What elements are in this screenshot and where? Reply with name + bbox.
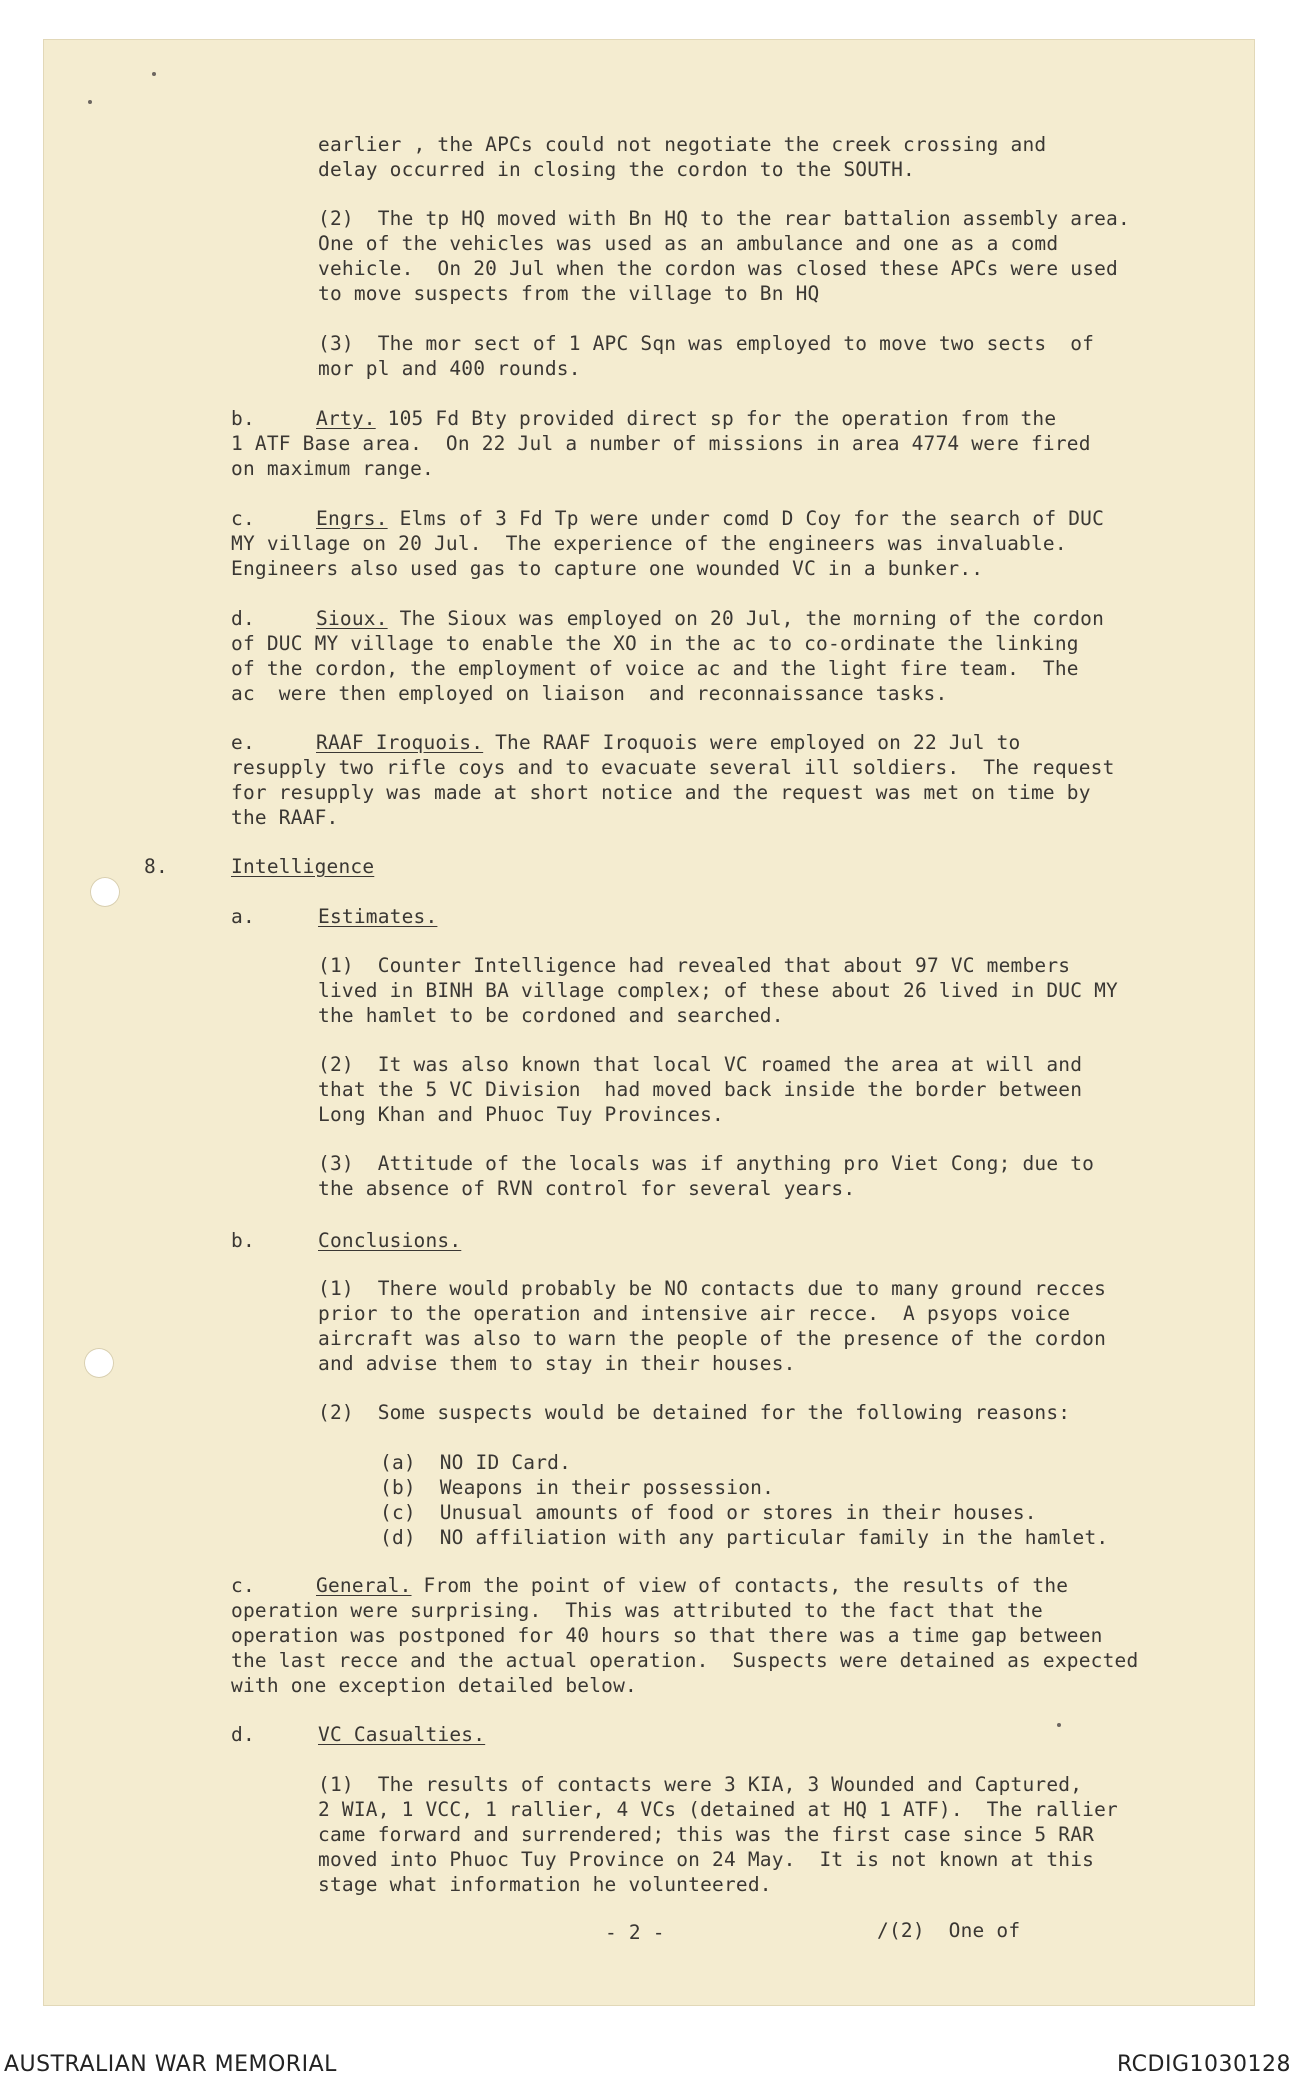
heading-general: General. [316,1574,412,1597]
paper-mark [1057,1723,1061,1727]
heading-vc-casualties: VC Casualties. [318,1723,486,1746]
section-number: 8. [144,855,168,878]
item-label-b2: b. [231,1229,255,1252]
paragraph-apc-3: (3) The mor sect of 1 APC Sqn was employed to move two sects of mor pl and 400 rounds. [318,332,1095,380]
item-label-c: c. [231,507,255,530]
heading-arty: Arty. [316,407,376,430]
punch-hole [90,877,120,907]
item-label-b: b. [231,407,255,430]
paragraph-casualties-1: (1) The results of contacts were 3 KIA, 3 Wounded and Captured, 2 WIA, 1 VCC, 1 rallier, 4 VCs (detained at HQ 1 ATF). The rallier came forward and surrendered; this was the first case since 5 RAR moved into Phuoc Tuy Province on 24 May. It is not known at this stage what information he volunteered. [318,1773,1118,1896]
heading-estimates: Estimates. [318,905,438,928]
heading-sioux: Sioux. [316,607,388,630]
item-label-e: e. [231,731,255,754]
paragraph-conclusion-1: (1) There would probably be NO contacts due to many ground recces prior to the operation and intensive air recce. A psyops voice aircraft was also to warn the people of the presence of the cordon and advise them to stay in their houses. [318,1277,1107,1375]
punch-hole [84,1348,114,1378]
item-label-a: a. [231,905,255,928]
heading-conclusions: Conclusions. [318,1229,462,1252]
paragraph-estimate-2: (2) It was also known that local VC roamed the area at will and that the 5 VC Division had moved back inside the border between Long Khan and Phuoc Tuy Provinces. [318,1053,1083,1126]
list-reasons: (a) NO ID Card. (b) Weapons in their possession. (c) Unusual amounts of food or stores in their houses. (d) NO affiliation with any particular family in the hamlet. [380,1451,1109,1549]
footer-archive-name: AUSTRALIAN WAR MEMORIAL [4,2052,337,2077]
item-label-d2: d. [231,1723,255,1746]
heading-raaf-iroquois: RAAF Iroquois. [316,731,484,754]
paragraph-sioux: Sioux. The Sioux was employed on 20 Jul, the morning of the cordon of DUC MY village to enable the XO in the ac to co-ordinate the linking of the cordon, the employment of voice ac and the light fire team. The ac were then employed on liaison and reconnaissance tasks. [231,607,1105,705]
paragraph-general: General. From the point of view of contacts, the results of the operation were surprising. This was attributed to the fact that the operation was postponed for 40 hours so that there was a time gap between the last recce and the actual operation. Suspects were detained as expected with one exception detailed below. [231,1574,1139,1697]
paragraph-conclusion-2: (2) Some suspects would be detained for the following reasons: [318,1401,1071,1424]
paragraph-raaf: RAAF Iroquois. The RAAF Iroquois were employed on 22 Jul to resupply two rifle coys and to evacuate several ill soldiers. The request for resupply was made at short notice and the request was met on time by the RAAF. [231,731,1115,829]
item-label-d: d. [231,607,255,630]
item-label-c2: c. [231,1574,255,1597]
heading-engrs: Engrs. [316,507,388,530]
page-number: - 2 - [605,1921,665,1944]
paragraph-apc-2: (2) The tp HQ moved with Bn HQ to the rear battalion assembly area. One of the vehicles was used as an ambulance and one as a comd vehicle. On 20 Jul when the cordon was closed these APCs were used to move suspects from the village to Bn HQ [318,207,1130,305]
continuation-catchword: /(2) One of [877,1919,1021,1942]
paper-mark [152,72,156,76]
section-heading-intelligence: Intelligence [231,855,375,878]
footer-record-id: RCDIG1030128 [1116,2052,1291,2077]
paragraph-carryover: earlier , the APCs could not negotiate the creek crossing and delay occurred in closing the cordon to the SOUTH. [318,133,1047,181]
paragraph-estimate-1: (1) Counter Intelligence had revealed that about 97 VC members lived in BINH BA village complex; of these about 26 lived in DUC MY the hamlet to be cordoned and searched. [318,954,1118,1027]
paragraph-arty: Arty. 105 Fd Bty provided direct sp for the operation from the 1 ATF Base area. On 22 Jul a number of missions in area 4774 were fired on maximum range. [231,407,1091,480]
paragraph-estimate-3: (3) Attitude of the locals was if anything pro Viet Cong; due to the absence of RVN control for several years. [318,1152,1095,1200]
paper-mark [88,100,92,104]
paragraph-engrs: Engrs. Elms of 3 Fd Tp were under comd D Coy for the search of DUC MY village on 20 Jul. The experience of the engineers was invaluable. Engineers also used gas to capture one wounded VC in a bunker.. [231,507,1105,580]
